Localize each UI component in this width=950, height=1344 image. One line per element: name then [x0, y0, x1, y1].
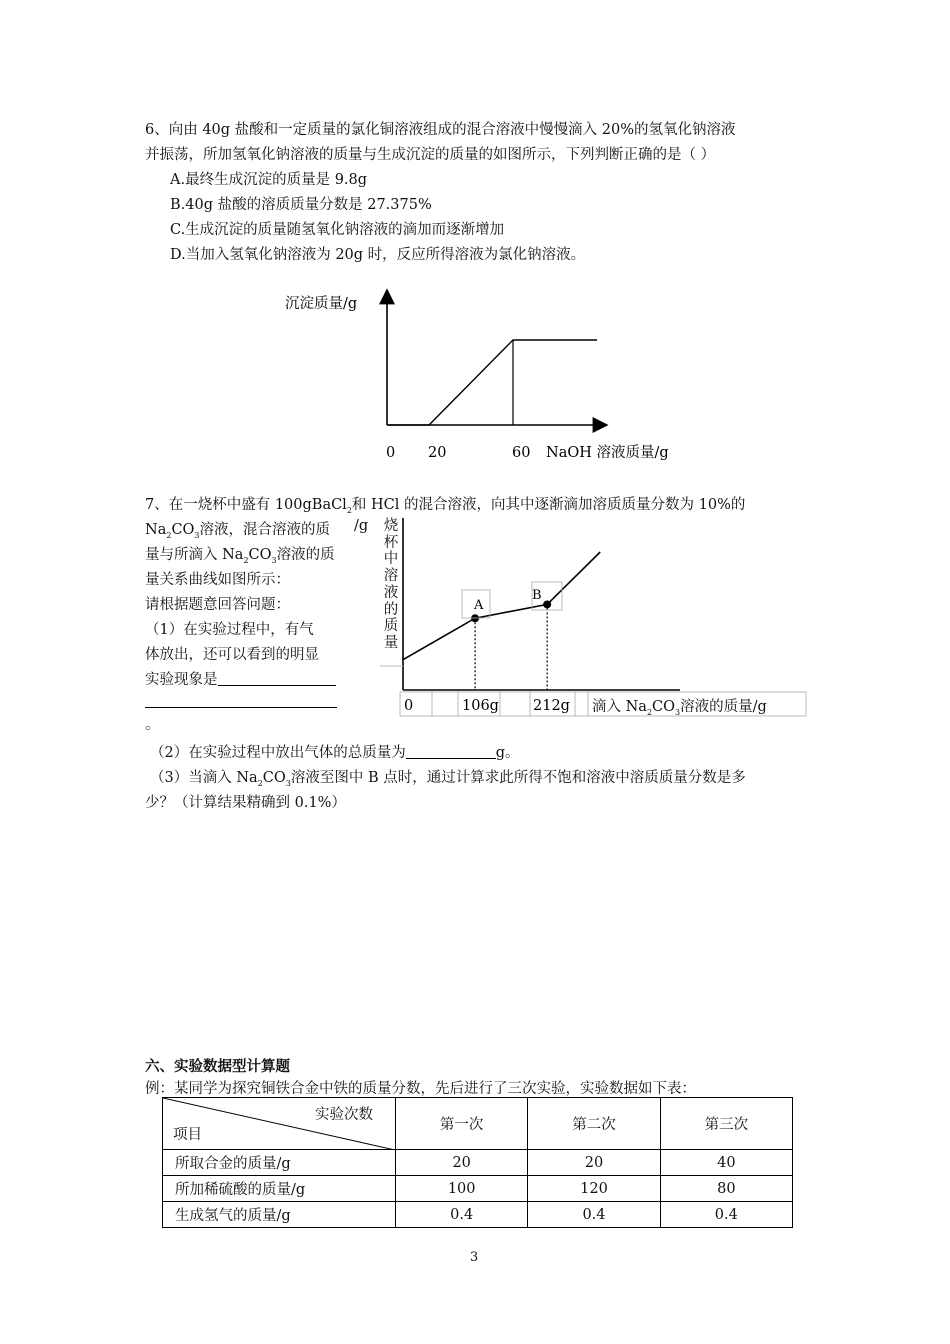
q7-line-4: 量关系曲线如图所示：	[145, 572, 290, 588]
chart1-y-label: 沉淀质量/g	[285, 296, 358, 312]
q7-line-9: 。	[145, 717, 160, 733]
chart1-tick-20: 20	[428, 445, 447, 461]
q6-option-c: C.生成沉淀的质量随氢氧化钠溶液的滴加而逐渐增加	[170, 222, 505, 238]
q6-option-a: A.最终生成沉淀的质量是 9.8g	[170, 172, 368, 188]
chart2-tick-106: 106g	[462, 698, 499, 714]
answer-blank-2[interactable]	[406, 744, 496, 759]
table-diagonal-header	[163, 1098, 396, 1150]
header-col-3: 第三次	[660, 1098, 792, 1150]
q6-option-b: B.40g 盐酸的溶质质量分数是 27.375%	[170, 197, 432, 213]
chart1-tick-0: 0	[386, 445, 396, 461]
chart2-series-line	[403, 552, 600, 660]
q7-part-3: （3）当滴入 $Na_2CO_3$溶液至图中 B 点时，通过计算求此所得不饱和溶液中溶质质量分数是多	[150, 770, 746, 788]
q6-line-1: 6、向由 40g 盐酸和一定质量的氯化铜溶液组成的混合溶液中慢慢滴入 20%的氢氧化钠溶液	[145, 122, 736, 138]
chart2-label-b: B	[532, 588, 542, 603]
q7-line-8: 实验现象是	[145, 668, 336, 689]
chart1-x-label: NaOH 溶液质量/g	[546, 445, 669, 461]
q6-line-2: 并振荡，所加氢氧化钠溶液的质量与生成沉淀的质量的如图所示，下列判断正确的是（ ）	[145, 147, 716, 163]
q7-line-2: $Na_2CO_3$溶液，混合溶液的质	[145, 522, 331, 540]
q7-part-2: （2）在实验过程中放出气体的总质量为 g。	[150, 745, 520, 761]
chart2-x-label: 滴入 $Na_2CO_3$溶液的质量/g	[592, 699, 767, 717]
q7-line-6: （1）在实验过程中，有气	[145, 622, 314, 638]
q7-line-1: 7、在一烧杯中盛有 100gBaCl$_2$和 HCl 的混合溶液，向其中逐渐滴加溶质质量分数为 10%的	[145, 497, 746, 515]
header-col-2: 第二次	[528, 1098, 660, 1150]
table-row: 所取合金的质量/g 20 20 40	[163, 1150, 793, 1176]
chart2-y-label: 烧 杯 中 溶 液 的 质 量	[383, 518, 399, 651]
chart2-label-a: A	[474, 598, 484, 613]
q7-line-5: 请根据题意回答问题：	[145, 597, 290, 613]
chart2-point-b	[543, 600, 551, 608]
chart1-tick-60: 60	[512, 445, 531, 461]
q7-line-7: 体放出，还可以看到的明显	[145, 647, 319, 663]
q7-part-3-line-2: 少？（计算结果精确到 0.1%）	[145, 795, 346, 811]
table-row: 生成氢气的质量/g 0.4 0.4 0.4	[163, 1202, 793, 1228]
q6-option-d: D.当加入氢氧化钠溶液为 20g 时，反应所得溶液为氯化钠溶液。	[170, 247, 586, 263]
table-row: 所加稀硫酸的质量/g 100 120 80	[163, 1176, 793, 1202]
header-item: 项目	[173, 1127, 202, 1143]
page-number: 3	[470, 1250, 479, 1265]
experiment-data-table	[162, 1097, 793, 1228]
section-6-intro: 例：某同学为探究铜铁合金中铁的质量分数，先后进行了三次实验，实验数据如下表：	[145, 1081, 696, 1097]
q7-y-unit: /g	[354, 518, 369, 534]
table-header-row	[163, 1098, 793, 1150]
header-experiment-count: 实验次数	[315, 1107, 373, 1123]
q7-line-3: 量与所滴入 $Na_2CO_3$溶液的质	[145, 547, 335, 565]
section-6-title: 六、实验数据型计算题	[145, 1059, 290, 1075]
chart2-tick-0: 0	[404, 698, 414, 714]
chart2-tick-212: 212g	[533, 698, 570, 714]
header-col-1: 第一次	[396, 1098, 528, 1150]
